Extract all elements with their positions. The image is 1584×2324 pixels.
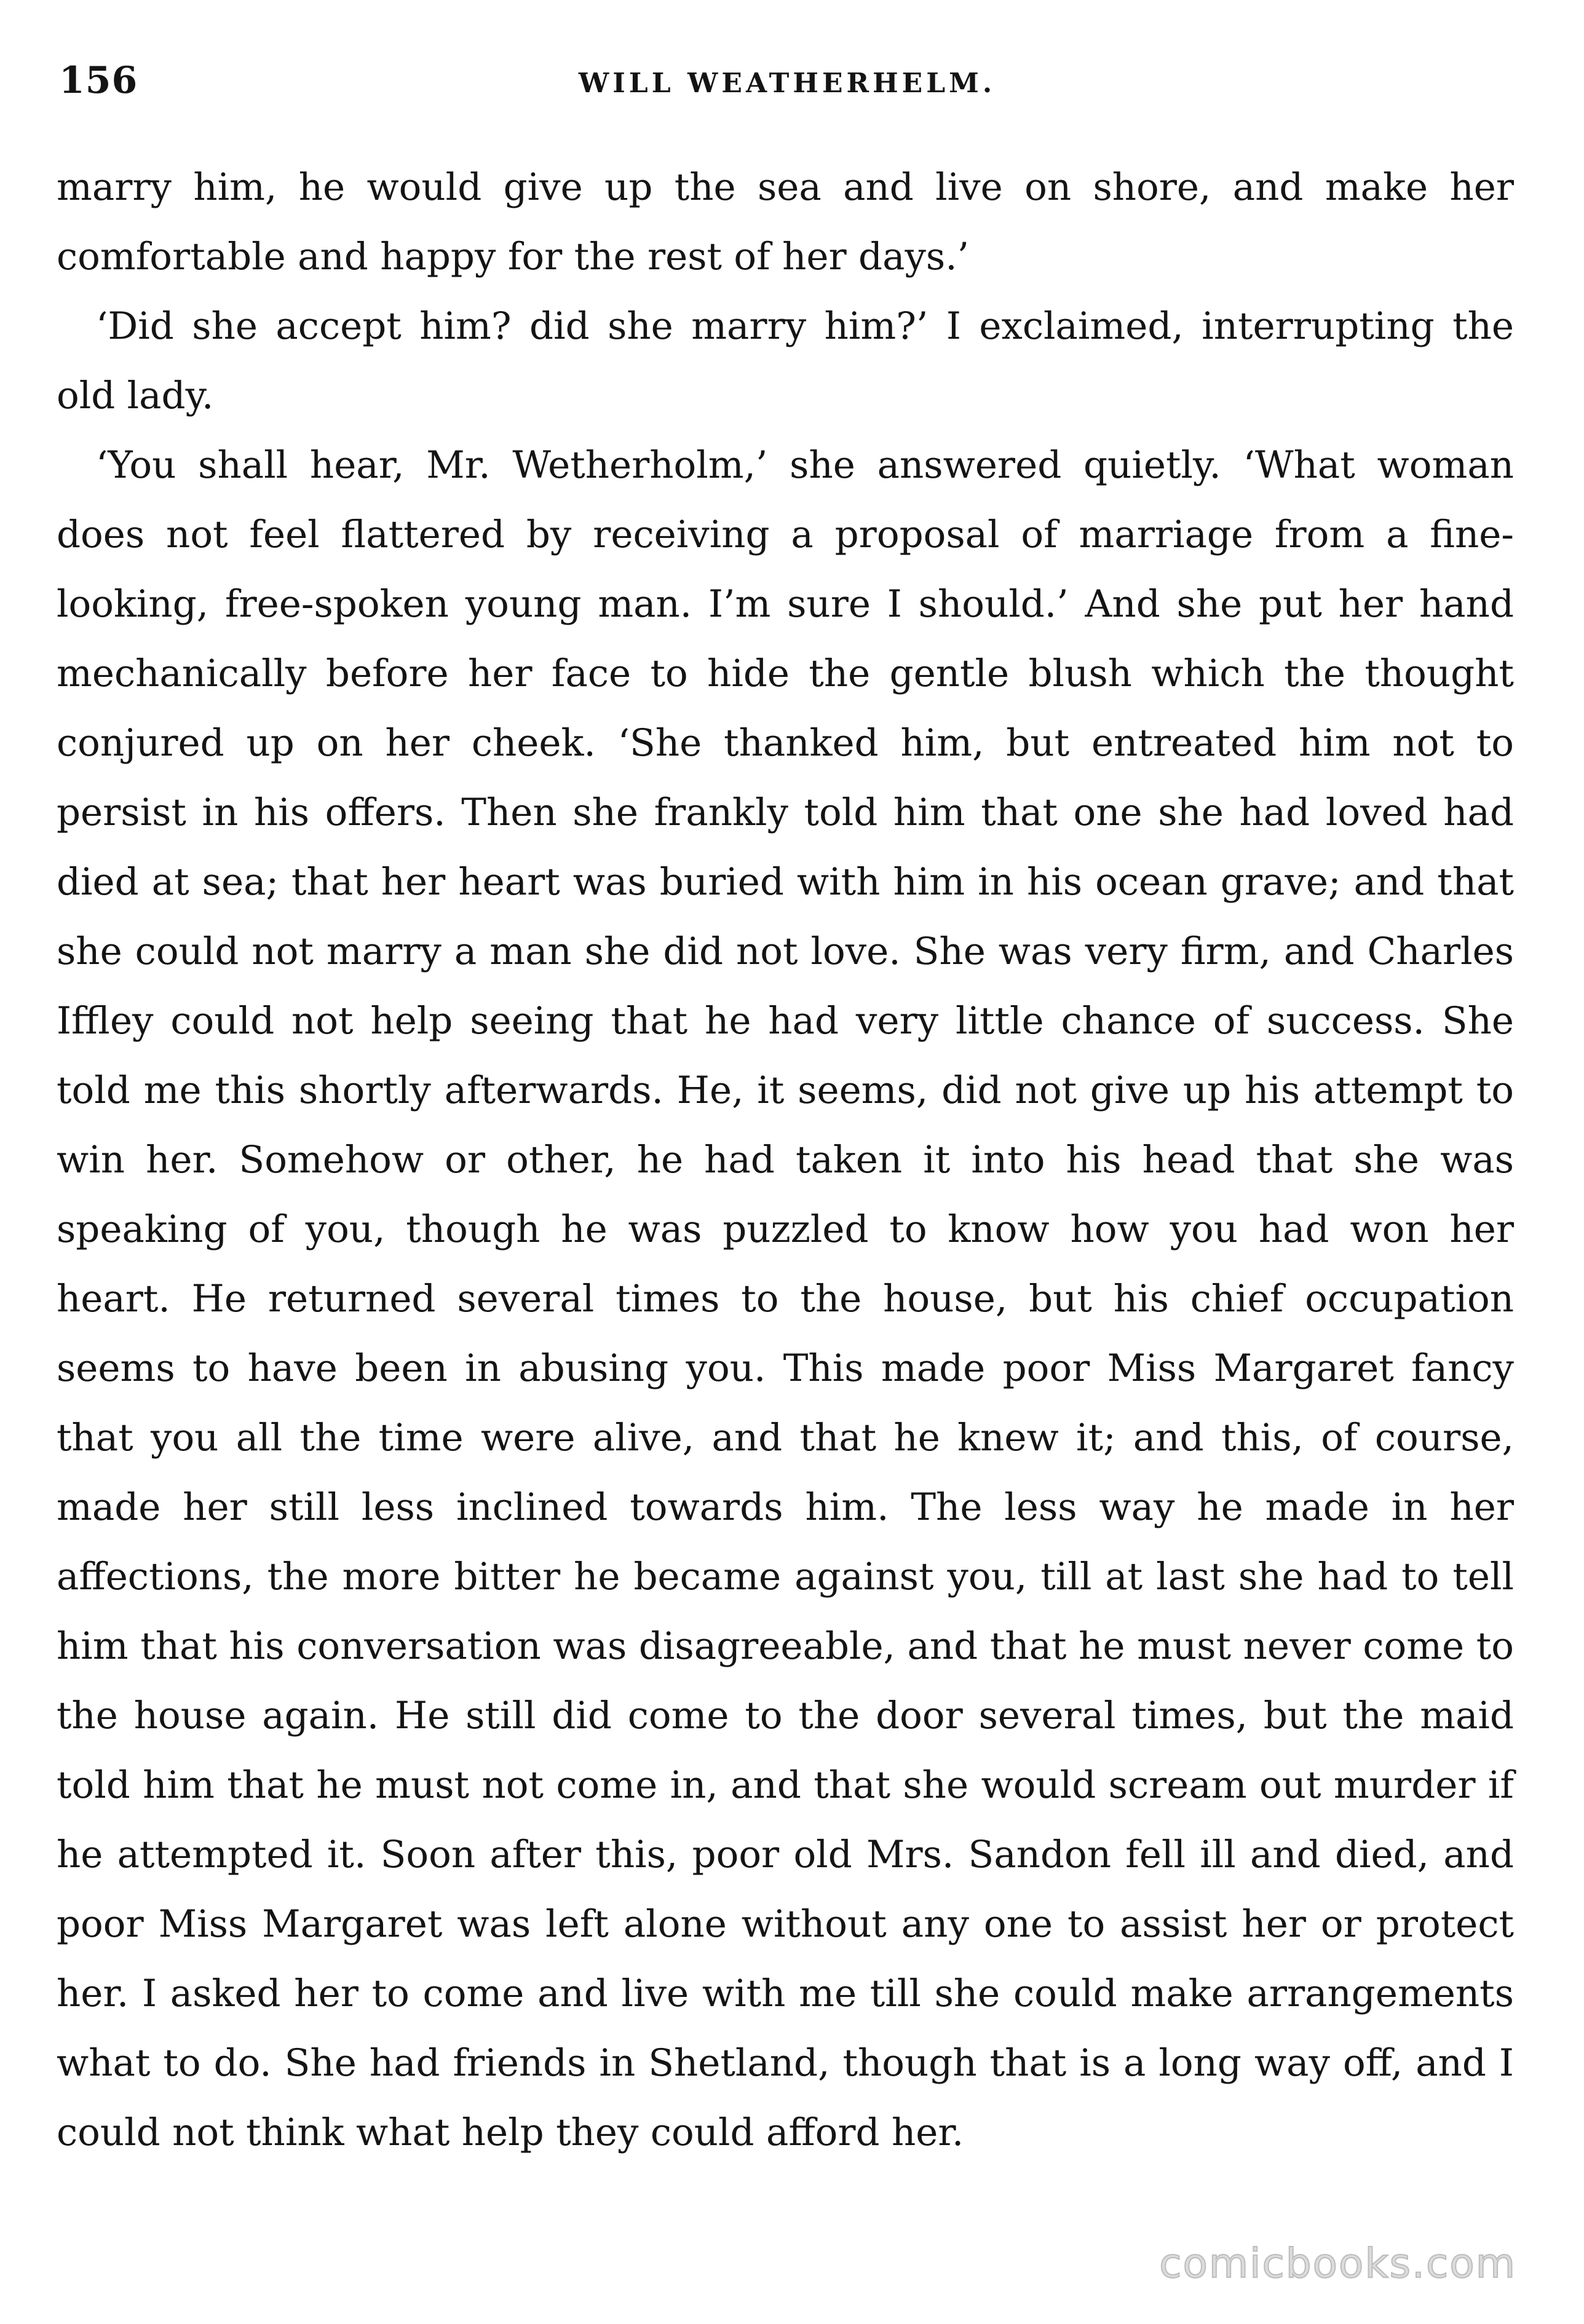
paragraph-continuation: marry him, he would give up the sea and live on shore, and make her comfortable and happy for the rest of her days.’ xyxy=(57,165,1514,279)
body-text xyxy=(57,152,1514,2167)
watermark-logo: comicbooks.com xyxy=(1159,2240,1516,2287)
paragraph-answer: ‘You shall hear, Mr. Wetherholm,’ she answered quietly. ‘What woman does not feel flattered by receiving a proposal of marriage from a fine-looking, free-spoken young man. I’m sure I should.’ And she put her hand mechanically before her face to hide the gentle blush which the thought conjured up on her cheek. ‘She thanked him, but entreated him not to persist in his offers. Then she frankly told him that one she had loved had died at sea; that her heart was buried with him in his ocean grave; and that she could not marry a man she did not love. She was very firm, and Charles Iffley could not help seeing that he had very little chance of success. She told me this shortly afterwards. He, it seems, did not give up his attempt to win her. Somehow or other, he had taken it into his head that she was speaking of you, though he was puzzled to know how you had won her heart. He returned several times to the house, but his chief occupation seems to have been in abusing you. This made poor Miss Margaret fancy that you all the time were alive, and that he knew it; and this, of course, made her still less inclined towards him. The less way he made in her affections, the more bitter he became against you, till at last she had to tell him that his conversation was disagreeable, and that he must never come to the house again. He still did come to the door several times, but the maid told him that he must not come in, and that she would scream out murder if he attempted it. Soon after this, poor old Mrs. Sandon fell ill and died, and poor Miss Margaret was left alone without any one to assist her or protect her. I asked her to come and live with me till she could make arrangements what to do. She had friends in Shetland, though that is a long way off, and I could not think what help they could afford her. xyxy=(57,443,1514,2154)
running-head xyxy=(59,59,1515,114)
book-title: WILL WEATHERHELM. xyxy=(578,68,996,99)
page-number: 156 xyxy=(59,59,138,102)
paragraph-question: ‘Did she accept him? did she marry him?’ I exclaimed, interrupting the old lady. xyxy=(57,304,1514,417)
